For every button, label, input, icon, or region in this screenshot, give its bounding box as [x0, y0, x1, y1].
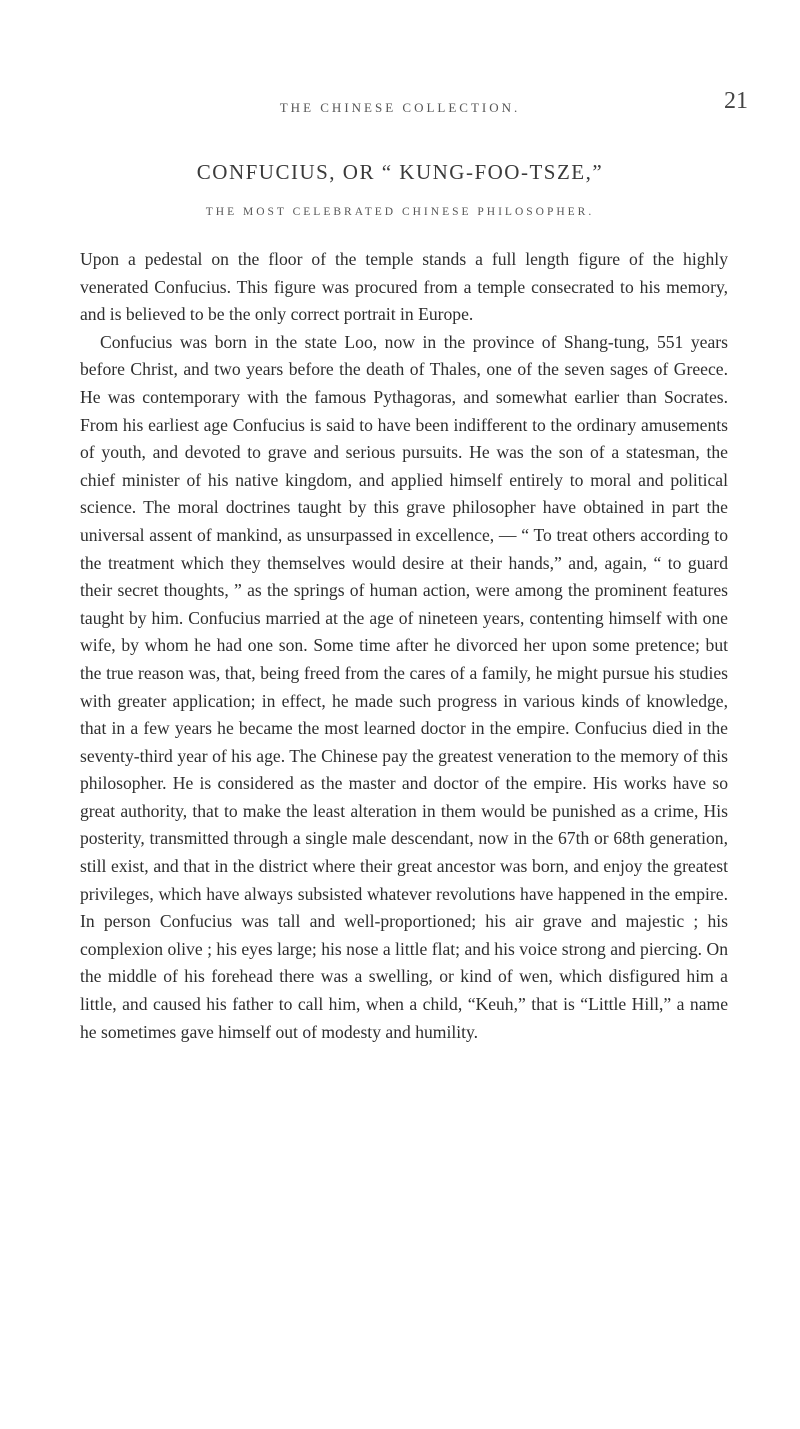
chapter-subtitle: THE MOST CELEBRATED CHINESE PHILOSOPHER.: [205, 206, 595, 218]
body-text: [80, 246, 728, 1046]
page-number: 21: [724, 88, 748, 114]
running-head: THE CHINESE COLLECTION.: [279, 100, 521, 115]
paragraph-biography: Confucius was born in the state Loo, now in the province of Shang-tung, 551 years before Christ, and two years before the death of Thales, one of the seven sages of Greece. He was contemporary with the famous Pythagoras, and somewhat earlier than Socrates. From his earliest age Confucius is said to have been indifferent to the ordinary amusements of youth, and devoted to grave and serious pursuits. He was the son of a statesman, the chief minister of his native kingdom, and applied himself entirely to moral and political science. The moral doctrines taught by this grave philosopher have obtained in part the universal assent of mankind, as unsurpassed in excellence, — “ To treat others according to the treatment which they themselves would desire at their hands,” and, again, “ to guard their secret thoughts, ” as the springs of human action, were among the prominent features taught by him. Confucius married at the age of nineteen years, contenting himself with one wife, by whom he had one son. Some time after he divorced her upon some pretence; but the true reason was, that, being freed from the cares of a family, he might pursue his studies with greater application; in effect, he made such progress in various kinds of knowledge, that in a few years he became the most learned doctor in the empire. Confucius died in the seventy-third year of his age. The Chinese pay the greatest veneration to the memory of this philosopher. He is considered as the master and doctor of the empire. His works have so great authority, that to make the least alteration in them would be punished as a crime, His posterity, transmitted through a single male descendant, now in the 67th or 68th generation, still exist, and that in the district where their great ancestor was born, and enjoy the greatest privileges, which have always subsisted whatever revolutions have happened in the empire. In person Confucius was tall and well-proportioned; his air grave and majestic ; his complexion olive ; his eyes large; his nose a little flat; and his voice strong and piercing. On the middle of his forehead there was a swelling, or kind of wen, which disfigured him a little, and caused his father to call him, when a child, “Keuh,” that is “Little Hill,” a name he sometimes gave himself out of modesty and humility.: [80, 331, 728, 1042]
paragraph-intro: Upon a pedestal on the floor of the temple stands a full length figure of the highly venerated Confucius. This figure was procured from a temple consecrated to his memory, and is believed to be the only correct portrait in Europe.: [80, 249, 728, 325]
chapter-title: CONFUCIUS, OR “ KUNG-FOO-TSZE,”: [196, 160, 604, 184]
